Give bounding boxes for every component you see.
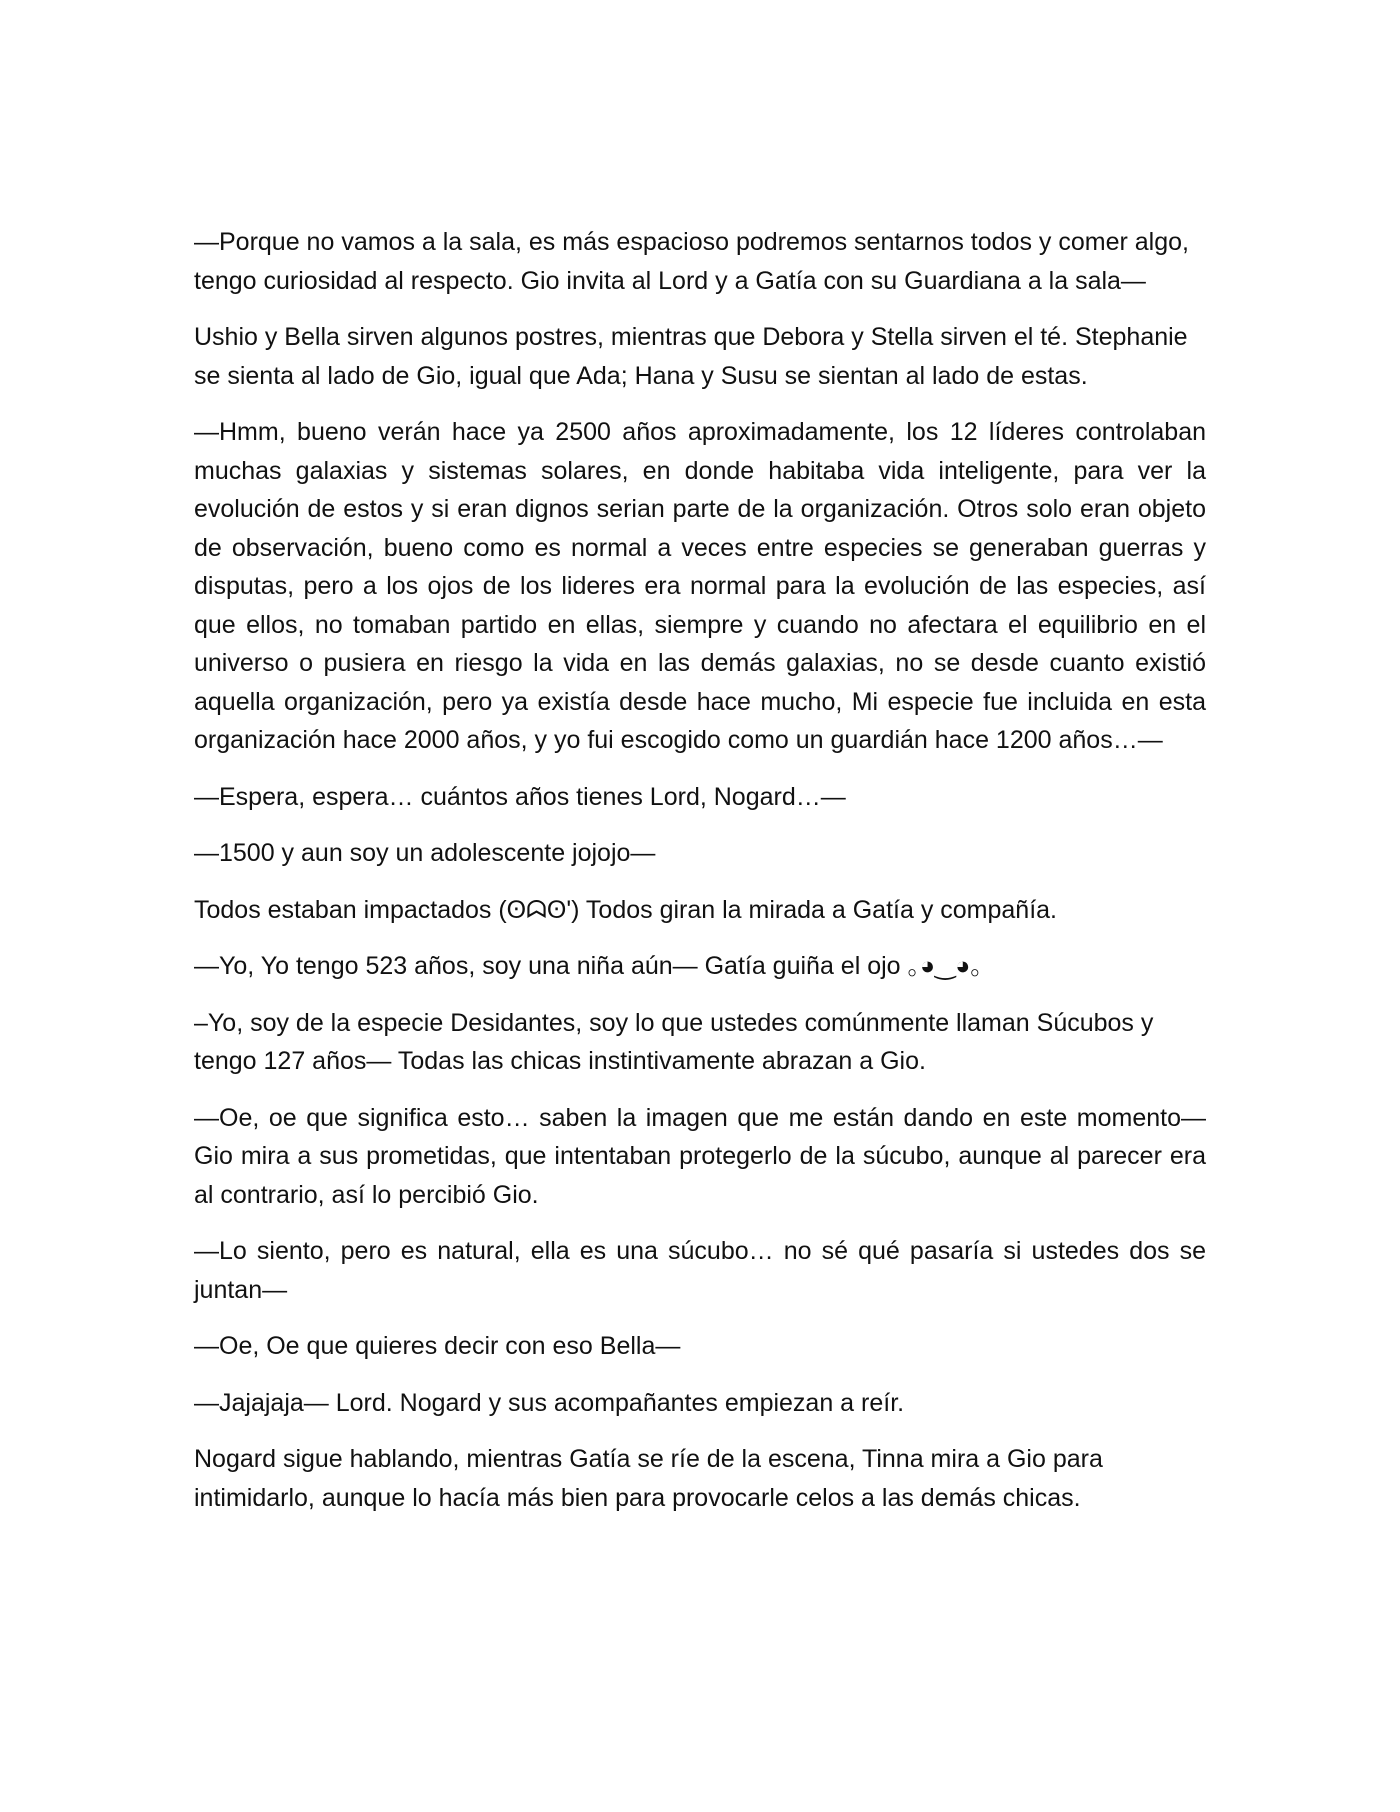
- paragraph-12: —Jajajaja— Lord. Nogard y sus acompañantes empiezan a reír.: [194, 1388, 905, 1417]
- paragraph-9: —Oe, oe que significa esto… saben la imagen que me están dando en este momento— Gio mira a sus prometidas, que intentaban protegerlo de la súcubo, aunque al parecer era al contrario, así lo percibió Gio.: [194, 1103, 1206, 1209]
- paragraph-7: —Yo, Yo tengo 523 años, soy una niña aún— Gatía guiña el ojo ｡◕‿◕｡: [194, 952, 983, 980]
- paragraph-4: —Espera, espera… cuántos años tienes Lord, Nogard…—: [194, 782, 846, 811]
- paragraph-13: Nogard sigue hablando, mientras Gatía se ríe de la escena, Tinna mira a Gio para intimidarlo, aunque lo hacía más bien para provocarle celos a las demás chicas.: [194, 1445, 1103, 1512]
- paragraph-8: –Yo, soy de la especie Desidantes, soy lo que ustedes comúnmente llaman Súcubos y tengo 127 años— Todas las chicas instintivamente abrazan a Gio.: [194, 1008, 1154, 1075]
- paragraph-6: Todos estaban impactados (ʘᗣʘ') Todos giran la mirada a Gatía y compañía.: [194, 895, 1057, 924]
- paragraph-11: —Oe, Oe que quieres decir con eso Bella—: [194, 1332, 681, 1360]
- paragraph-2: Ushio y Bella sirven algunos postres, mientras que Debora y Stella sirven el té. Stephanie se sienta al lado de Gio, igual que Ada; Hana y Susu se sientan al lado de estas.: [194, 323, 1188, 390]
- paragraph-3: —Hmm, bueno verán hace ya 2500 años aproximadamente, los 12 líderes controlaban muchas galaxias y sistemas solares, en donde habitaba vida inteligente, para ver la evolución de estos y si eran dignos serian parte de la organización. Otros solo eran objeto de observación, bueno como es normal a veces entre especies se generaban guerras y disputas, pero a los ojos de los lideres era normal para la evolución de las especies, así que ellos, no tomaban partido en ellas, siempre y cuando no afectara el equilibrio en el universo o pusiera en riesgo la vida en las demás galaxias, no se desde cuanto existió aquella organización, pero ya existía desde hace mucho, Mi especie fue incluida en esta organización hace 2000 años, y yo fui escogido como un guardián hace 1200 años…—: [194, 418, 1206, 754]
- paragraph-10: —Lo siento, pero es natural, ella es una súcubo… no sé qué pasaría si ustedes dos se juntan—: [194, 1237, 1206, 1304]
- paragraph-1: —Porque no vamos a la sala, es más espacioso podremos sentarnos todos y comer algo, tengo curiosidad al respecto. Gio invita al Lord y a Gatía con su Guardiana a la sala—: [194, 228, 1189, 295]
- document-body: [194, 223, 1206, 1535]
- paragraph-5: —1500 y aun soy un adolescente jojojo—: [194, 839, 656, 867]
